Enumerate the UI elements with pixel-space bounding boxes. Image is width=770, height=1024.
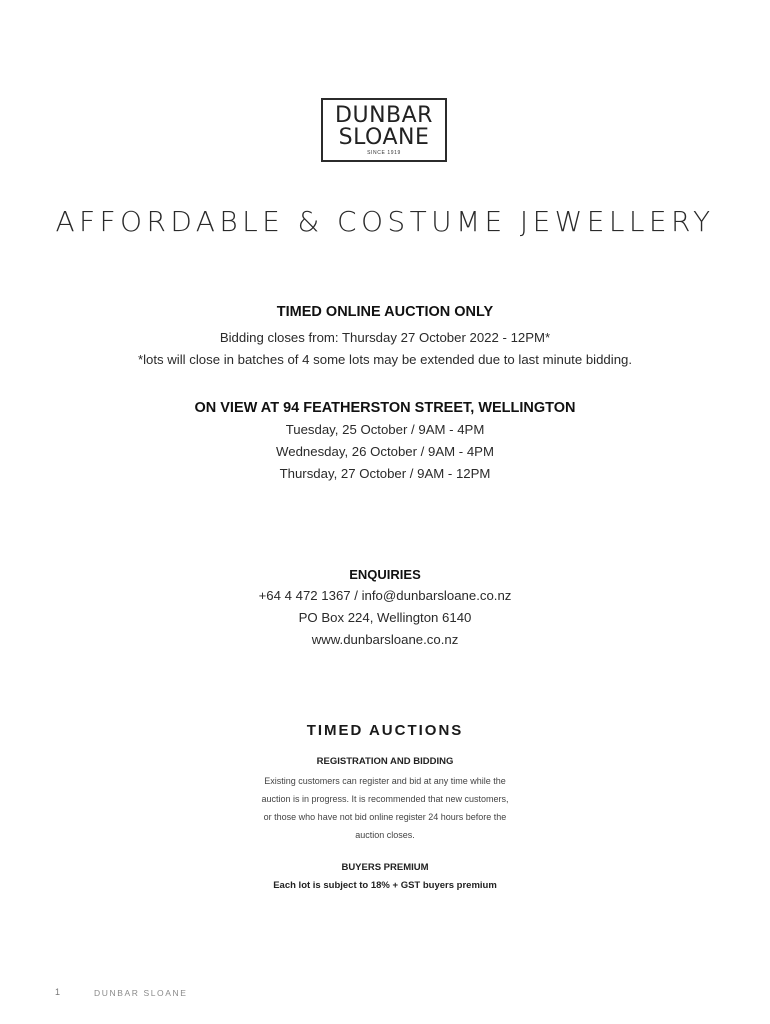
enquiries-contact[interactable]: +64 4 472 1367 / info@dunbarsloane.co.nz xyxy=(258,588,512,603)
batch-note: *lots will close in batches of 4 some lots may be extended due to last minute bidding. xyxy=(137,352,633,367)
enquiries-heading: ENQUIRIES xyxy=(349,567,421,582)
bidding-closes: Bidding closes from: Thursday 27 October 2022 - 12PM* xyxy=(219,330,551,345)
viewing-day-3: Thursday, 27 October / 9AM - 12PM xyxy=(279,466,491,481)
enquiries-website[interactable]: www.dunbarsloane.co.nz xyxy=(311,632,459,647)
logo-line-1: DUNBAR xyxy=(335,103,433,128)
dunbar-sloane-logo xyxy=(321,98,447,162)
viewing-heading: ON VIEW AT 94 FEATHERSTON STREET, WELLINGTON xyxy=(194,400,576,416)
registration-line-3: or those who have not bid online register 24 hours before the xyxy=(263,812,507,822)
footer-brand: DUNBAR SLOANE xyxy=(94,988,188,998)
page-number: 1 xyxy=(55,987,61,997)
enquiries-address: PO Box 224, Wellington 6140 xyxy=(298,610,472,625)
registration-heading: REGISTRATION AND BIDDING xyxy=(316,756,454,767)
timed-auctions-heading: TIMED AUCTIONS xyxy=(306,722,464,739)
logo-since: SINCE 1919 xyxy=(367,150,401,156)
logo-line-2: SLOANE xyxy=(338,125,430,150)
auction-heading: TIMED ONLINE AUCTION ONLY xyxy=(276,304,494,320)
viewing-day-1: Tuesday, 25 October / 9AM - 4PM xyxy=(285,422,485,437)
premium-heading: BUYERS PREMIUM xyxy=(341,862,429,873)
registration-line-2: auction is in progress. It is recommended that new customers, xyxy=(261,794,509,804)
viewing-day-2: Wednesday, 26 October / 9AM - 4PM xyxy=(276,444,494,459)
registration-line-1: Existing customers can register and bid at any time while the xyxy=(264,776,506,786)
premium-text: Each lot is subject to 18% + GST buyers premium xyxy=(273,880,497,891)
registration-line-4: auction closes. xyxy=(355,830,415,840)
page-title: AFFORDABLE & COSTUME JEWELLERY xyxy=(55,205,715,238)
